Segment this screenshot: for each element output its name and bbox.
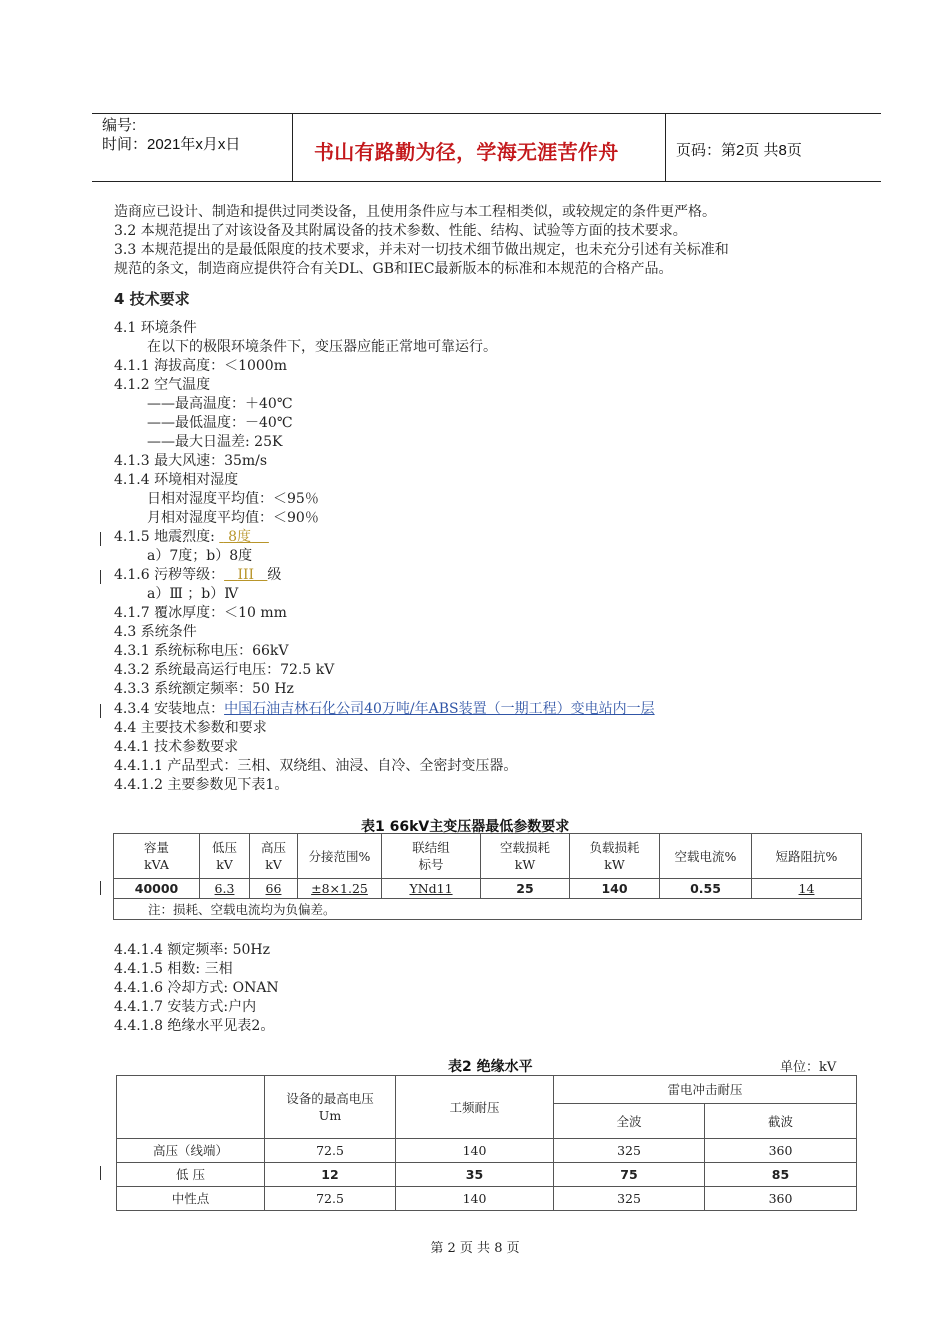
clause-item: ——最高温度：＋40℃ (147, 396, 293, 412)
doc-time-label: 时间：2021年x月x日 (102, 136, 241, 153)
table2-cell: 72.5 (265, 1139, 396, 1163)
table2-row-label: 低 压 (117, 1163, 265, 1187)
table2-header-cell (265, 1076, 396, 1139)
header-text: 低压 (211, 840, 237, 855)
table1-header-row (114, 834, 862, 879)
table1-header-cell (298, 834, 382, 879)
pollution-value[interactable] (224, 567, 267, 583)
table1-cell[interactable]: 66 (250, 879, 298, 899)
table2-row (117, 1139, 857, 1163)
table1-cell: 0.55 (660, 879, 752, 899)
seismic-value[interactable] (219, 529, 269, 545)
table1-header-cell (200, 834, 250, 879)
clause: 4.3.2 系统最高运行电压：72.5 kV (114, 662, 335, 678)
header-unit: Um (318, 1108, 342, 1123)
table1-header-cell (382, 834, 481, 879)
table1-header-cell (660, 834, 752, 879)
clause: 4.4.1 技术参数要求 (114, 739, 239, 755)
table2-cell: 360 (705, 1187, 857, 1211)
revision-bar (100, 570, 101, 584)
header-text: 负载损耗 (589, 840, 640, 855)
clause-label: 4.1.5 地震烈度: (114, 529, 220, 545)
table1-note-row (114, 899, 862, 920)
table2-cell: 325 (554, 1139, 705, 1163)
header-text: 短路阻抗% (775, 848, 838, 864)
table1-note: 注：损耗、空载电流均为负偏差。 (114, 899, 862, 920)
clause: 4.4.1.4 额定频率: 50Hz (114, 942, 270, 958)
table2-header-cell: 全波 (554, 1104, 705, 1139)
clause: 4.1.4 环境相对湿度 (114, 472, 239, 488)
table2-cell: 12 (265, 1163, 396, 1187)
table2-cell: 85 (705, 1163, 857, 1187)
clause-item: ——最低温度：－40℃ (147, 415, 293, 431)
header-divider (665, 113, 666, 181)
table1-caption: 表1 66kV主变压器最低参数要求 (361, 819, 570, 835)
header-text: 高压 (260, 840, 286, 855)
table1-cell[interactable]: YNd11 (382, 879, 481, 899)
clause: 4.1.2 空气温度 (114, 377, 211, 393)
header-text: 容量 (143, 840, 169, 855)
clause-label: 4.1.6 污秽等级： (114, 567, 225, 583)
header-top-rule (92, 113, 881, 114)
revision-bar (100, 881, 101, 895)
table2-row (117, 1163, 857, 1187)
table1-cell: 25 (481, 879, 570, 899)
clause: 4.1.1 海拔高度：＜1000m (114, 358, 287, 374)
clause: 4.4.1.8 绝缘水平见表2。 (114, 1018, 275, 1034)
table2-cell: 75 (554, 1163, 705, 1187)
header-text: 联结组 (412, 840, 450, 855)
table2-cell: 140 (396, 1187, 554, 1211)
header-bottom-rule (92, 181, 881, 182)
header-unit: 标号 (418, 857, 444, 872)
table2-cell: 72.5 (265, 1187, 396, 1211)
clause: 4.4.1.1 产品型式：三相、双绕组、油浸、自冷、全密封变压器。 (114, 758, 518, 774)
revision-bar (100, 1166, 101, 1180)
clause: 4.1.7 覆冰厚度：＜10 mm (114, 605, 287, 621)
table1-cell[interactable]: ±8×1.25 (298, 879, 382, 899)
clause-suffix: 级 (267, 567, 282, 583)
header-page-info: 页码：第2页 共8页 (676, 142, 802, 159)
install-location-link[interactable]: 中国石油吉林石化公司40万吨/年ABS装置（一期工程）变电站内一层 (224, 701, 655, 717)
clause-location (114, 700, 655, 719)
table2-cell: 360 (705, 1139, 857, 1163)
table2-row-label: 中性点 (117, 1187, 265, 1211)
paragraph: 3.3 本规范提出的是最低限度的技术要求，并未对一切技术细节做出规定，也未充分引述有关标准和 (114, 242, 729, 258)
clause: 4.1.3 最大风速：35m/s (114, 453, 268, 469)
clause: 4.3.3 系统额定频率：50 Hz (114, 681, 294, 697)
paragraph: 规范的条文，制造商应提供符合有关DL、GB和IEC最新版本的标准和本规范的合格产品。 (114, 261, 673, 277)
header-motto: 书山有路勤为径，学海无涯苦作舟 (314, 140, 619, 164)
clause-label: 4.3.4 安装地点： (114, 701, 225, 717)
page-footer: 第 2 页 共 8 页 (430, 1241, 520, 1256)
clause-text: 在以下的极限环境条件下，变压器应能正常地可靠运行。 (147, 339, 497, 355)
table2-row (117, 1187, 857, 1211)
table1-cell[interactable]: 14 (752, 879, 862, 899)
header-text: 空载损耗 (499, 840, 550, 855)
clause: 4.4.1.7 安装方式:户内 (114, 999, 257, 1015)
clause-item: 月相对湿度平均值：＜90％ (147, 510, 319, 526)
clause: 4.4.1.5 相数: 三相 (114, 961, 233, 977)
table1-header-cell (752, 834, 862, 879)
header-text: 分接范围% (308, 848, 371, 864)
header-text: 空载电流% (674, 848, 737, 864)
section-heading: 4 技术要求 (114, 290, 190, 308)
table1-header-cell (481, 834, 570, 879)
clause-pollution (114, 566, 281, 585)
clause-item: 日相对湿度平均值：＜95％ (147, 491, 319, 507)
table2-header-cell: 雷电冲击耐压 (554, 1076, 857, 1104)
table1-header-cell (114, 834, 200, 879)
header-unit: kW (514, 857, 536, 872)
table1-cell[interactable]: 6.3 (200, 879, 250, 899)
paragraph: 3.2 本规范提出了对该设备及其附属设备的技术参数、性能、结构、试验等方面的技术要求。 (114, 223, 687, 239)
header-divider (292, 113, 293, 181)
clause-seismic (114, 528, 269, 547)
table1-header-cell (250, 834, 298, 879)
clause-options: a）7度；b）8度 (147, 548, 253, 564)
header-unit: kVA (144, 857, 169, 872)
table2 (116, 1075, 857, 1211)
clause: 4.4.1.6 冷却方式: ONAN (114, 980, 279, 996)
clause-options: a）Ⅲ ；b）Ⅳ (147, 586, 239, 602)
clause: 4.4.1.2 主要参数见下表1。 (114, 777, 289, 793)
table1-row (114, 879, 862, 899)
header-unit: kV (216, 857, 233, 872)
table2-cell: 140 (396, 1139, 554, 1163)
paragraph: 造商应已设计、制造和提供过同类设备，且使用条件应与本工程相类似，或较规定的条件更严格。 (114, 204, 716, 220)
header-unit: kW (604, 857, 625, 872)
table1-header-cell (570, 834, 660, 879)
clause: 4.1 环境条件 (114, 320, 197, 336)
table2-row-label: 高压（线端） (117, 1139, 265, 1163)
table2-caption: 表2 绝缘水平 (448, 1059, 533, 1075)
revision-bar (100, 532, 101, 546)
clause: 4.3.1 系统标称电压：66kV (114, 643, 289, 659)
pollution-value-text: III (237, 567, 255, 583)
clause-item: ——最大日温差: 25K (147, 434, 283, 450)
table2-cell: 325 (554, 1187, 705, 1211)
table1 (113, 833, 862, 920)
table1-cell: 140 (570, 879, 660, 899)
revision-bar (100, 704, 101, 718)
seismic-value-text: 8度 (223, 529, 252, 545)
clause: 4.4 主要技术参数和要求 (114, 720, 267, 736)
table2-unit: 单位：kV (780, 1060, 837, 1075)
table2-header-cell: 工频耐压 (396, 1076, 554, 1139)
table2-corner-cell (117, 1076, 265, 1139)
header-text: 设备的最高电压 (286, 1091, 374, 1106)
table2-header-row (117, 1076, 857, 1104)
doc-number-label: 编号: (102, 117, 137, 134)
clause: 4.3 系统条件 (114, 624, 197, 640)
table2-cell: 35 (396, 1163, 554, 1187)
header-unit: kV (265, 857, 282, 872)
table2-header-cell: 截波 (705, 1104, 857, 1139)
table1-cell: 40000 (114, 879, 200, 899)
